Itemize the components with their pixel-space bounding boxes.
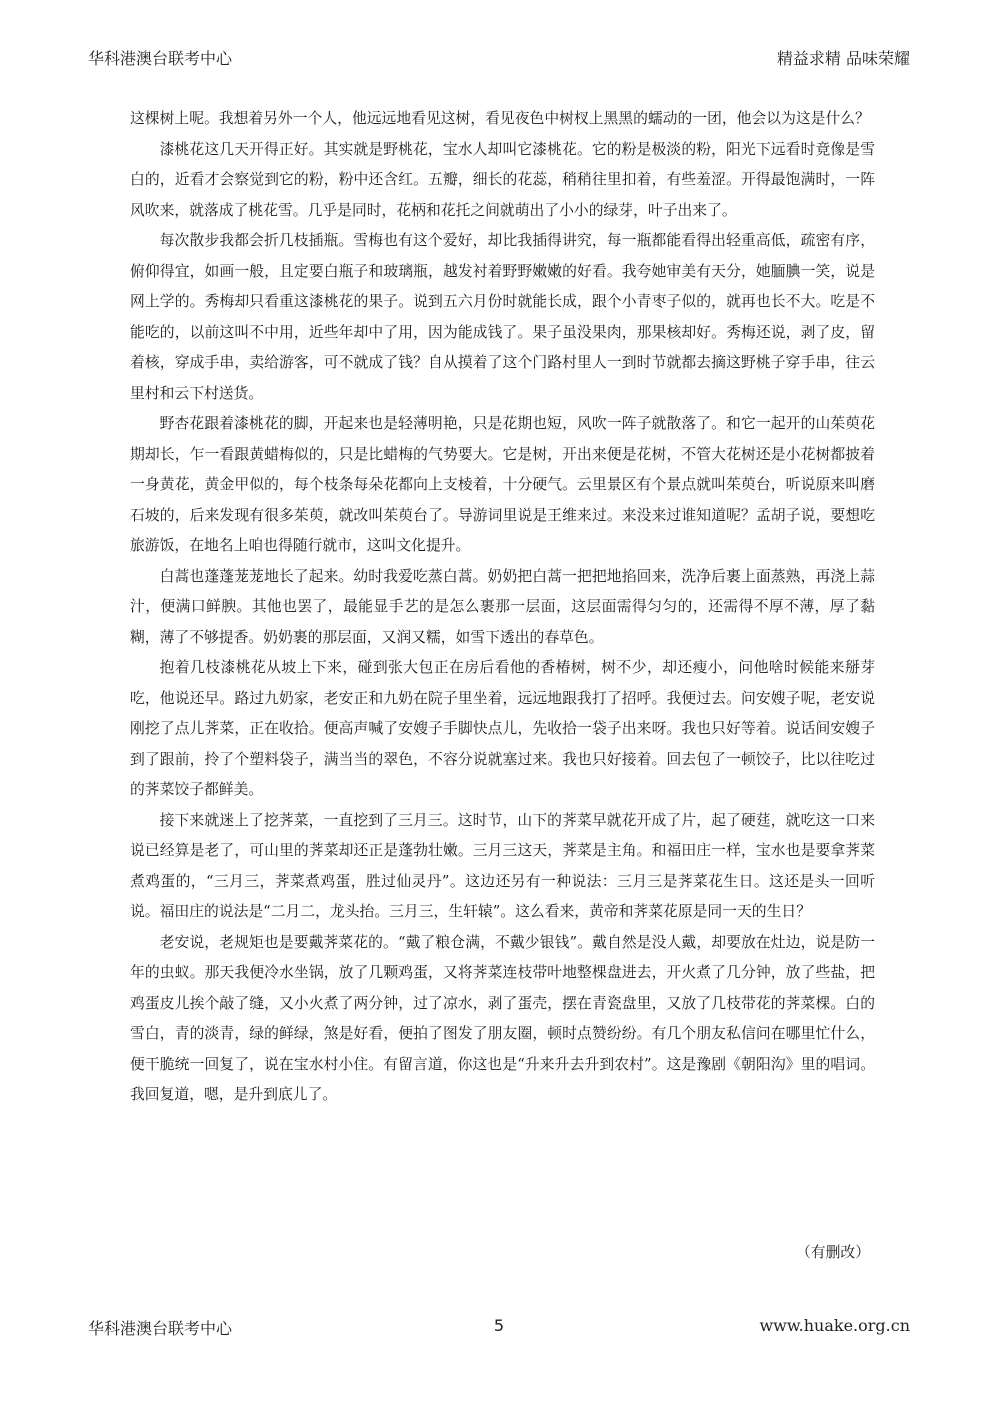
paragraph: 接下来就迷上了挖荠菜，一直挖到了三月三。这时节，山下的荠菜早就花开成了片，起了硬莛，就吃这一口来说已经算是老了，可山里的荠菜却还正是蓬勃壮嫩。三月三这天，荠菜是主角。和福田庄一样，宝水也是要拿荠菜煮鸡蛋的，“三月三，荠菜煮鸡蛋，胜过仙灵丹”。这边还另有一种说法：三月三是荠菜花生日。这还是头一回听说。福田庄的说法是“二月二，龙头抬。三月三，生轩辕”。这么看来，黄帝和荠菜花原是同一天的生日？ xyxy=(130,811,875,920)
paragraph: 老安说，老规矩也是要戴荠菜花的。“戴了粮仓满，不戴少银钱”。戴自然是没人戴，却要放在灶边，说是防一年的虫蚁。那天我便冷水坐锅，放了几颗鸡蛋，又将荠菜连枝带叶地整棵盘进去，开火煮了几分钟，放了些盐，把鸡蛋皮儿挨个敲了缝，又小火煮了两分钟，过了凉水，剥了蛋壳，摆在青瓷盘里，又放了几枝带花的荠菜棵。白的雪白，青的淡青，绿的鲜绿，煞是好看，便拍了图发了朋友圈，顿时点赞纷纷。有几个朋友私信问在哪里忙什么，便干脆统一回复了，说在宝水村小住。有留言道，你这也是“升来升去升到农村”。这是豫剧《朝阳沟》里的唱词。我回复道，嗯，是升到底儿了。 xyxy=(130,933,875,1103)
footer-org-name: 华科港澳台联考中心 xyxy=(88,1319,233,1338)
paragraph: 抱着几枝漆桃花从坡上下来，碰到张大包正在房后看他的香椿树，树不少，却还瘦小，问他啥时候能来掰芽吃，他说还早。路过九奶家，老安正和九奶在院子里坐着，远远地跟我打了招呼。我便过去。问安嫂子呢，老安说刚挖了点儿荠菜，正在收拾。便高声喊了安嫂子手脚快点儿，先收拾一袋子出来呀。我也只好等着。说话间安嫂子到了跟前，拎了个塑料袋子，满当当的翠色，不容分说就塞过来。我也只好接着。回去包了一顿饺子，比以往吃过的荠菜饺子都鲜美。 xyxy=(130,659,875,798)
footer-url: www.huake.org.cn xyxy=(759,1316,910,1335)
edit-note: （有删改） xyxy=(796,1244,870,1261)
paragraph: 每次散步我都会折几枝插瓶。雪梅也有这个爱好，却比我插得讲究，每一瓶都能看得出轻重高低，疏密有序，俯仰得宜，如画一般，且定要白瓶子和玻璃瓶，越发衬着野野嫩嫩的好看。我夸她审美有天分，她腼腆一笑，说是网上学的。秀梅却只看重这漆桃花的果子。说到五六月份时就能长成，跟个小青枣子似的，就再也长不大。吃是不能吃的，以前这叫不中用，近些年却中了用，因为能成钱了。果子虽没果肉，那果核却好。秀梅还说，剥了皮，留着核，穿成手串，卖给游客，可不就成了钱？自从摸着了这个门路村里人一到时节就都去摘这野桃子穿手串，往云里村和云下村送货。 xyxy=(130,232,875,402)
paragraph: 漆桃花这几天开得正好。其实就是野桃花，宝水人却叫它漆桃花。它的粉是极淡的粉，阳光下远看时竟像是雪白的，近看才会察觉到它的粉，粉中还含红。五瓣，细长的花蕊，稍稍往里扣着，有些羞涩。开得最饱满时，一阵风吹来，就落成了桃花雪。几乎是同时，花柄和花托之间就萌出了小小的绿芽，叶子出来了。 xyxy=(130,140,875,219)
page-footer xyxy=(88,1316,910,1340)
page-number: 5 xyxy=(493,1316,505,1335)
paragraph: 这棵树上呢。我想着另外一个人，他远远地看见这树，看见夜色中树杈上黑黑的蠕动的一团，他会以为这是什么？ xyxy=(130,110,870,127)
article-body xyxy=(130,104,875,1111)
page-header xyxy=(88,46,910,70)
paragraph: 白蒿也蓬蓬茏茏地长了起来。幼时我爱吃蒸白蒿。奶奶把白蒿一把把地掐回来，洗净后裹上面蒸熟，再浇上蒜汁，便满口鲜腴。其他也罢了，最能显手艺的是怎么裹那一层面，这层面需得匀匀的，还需得不厚不薄，厚了黏糊，薄了不够提香。奶奶裹的那层面，又润又糯，如雪下透出的春草色。 xyxy=(130,567,875,646)
paragraph: 野杏花跟着漆桃花的脚，开起来也是轻薄明艳，只是花期也短，风吹一阵子就散落了。和它一起开的山茱萸花期却长，乍一看跟黄蜡梅似的，只是比蜡梅的气势要大。它是树，开出来便是花树，不管大花树还是小花树都披着一身黄花，黄金甲似的，每个枝条每朵花都向上支棱着，十分硬气。云里景区有个景点就叫茱萸台，听说原来叫磨石坡的，后来发现有很多茱萸，就改叫茱萸台了。导游词里说是王维来过。来没来过谁知道呢？孟胡子说，要想吃旅游饭，在地名上咱也得随行就市，这叫文化提升。 xyxy=(130,415,875,554)
header-org-name: 华科港澳台联考中心 xyxy=(88,49,233,68)
header-slogan: 精益求精 品味荣耀 xyxy=(776,49,910,68)
